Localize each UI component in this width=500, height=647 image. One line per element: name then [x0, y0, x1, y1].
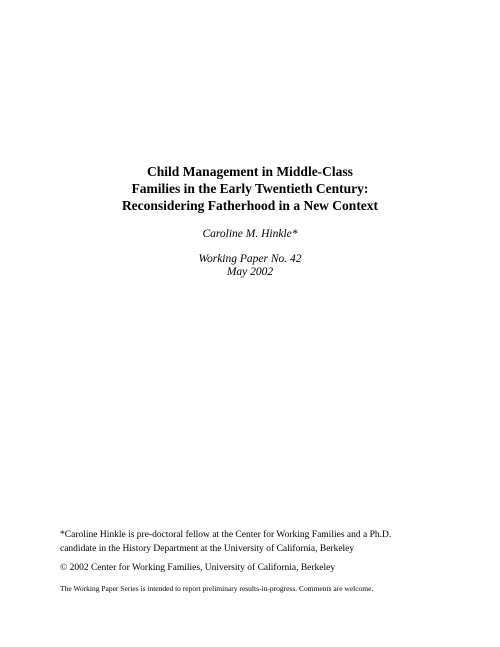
footnote-line-1: *Caroline Hinkle is pre-doctoral fellow at the Center for Working Families and a Ph.D.: [60, 530, 392, 540]
author-name: Caroline M. Hinkle*: [202, 228, 298, 240]
footnote-line-2: candidate in the History Department at the University of California, Berkeley: [60, 544, 355, 554]
copyright-notice: © 2002 Center for Working Families, University of California, Berkeley: [60, 563, 336, 573]
title-line-1: Child Management in Middle-Class: [147, 164, 353, 179]
working-paper-number: Working Paper No. 42: [198, 253, 302, 265]
author-footnote: [60, 528, 460, 556]
publication-date: May 2002: [226, 266, 274, 278]
document-title: [0, 163, 500, 214]
working-paper-info: [0, 253, 500, 279]
title-line-3: Reconsidering Fatherhood in a New Context: [121, 198, 379, 213]
title-line-2: Families in the Early Twentieth Century:: [131, 181, 369, 196]
series-note: The Working Paper Series is intended to report preliminary results-in-progress. Comments are welcome.: [60, 584, 374, 593]
